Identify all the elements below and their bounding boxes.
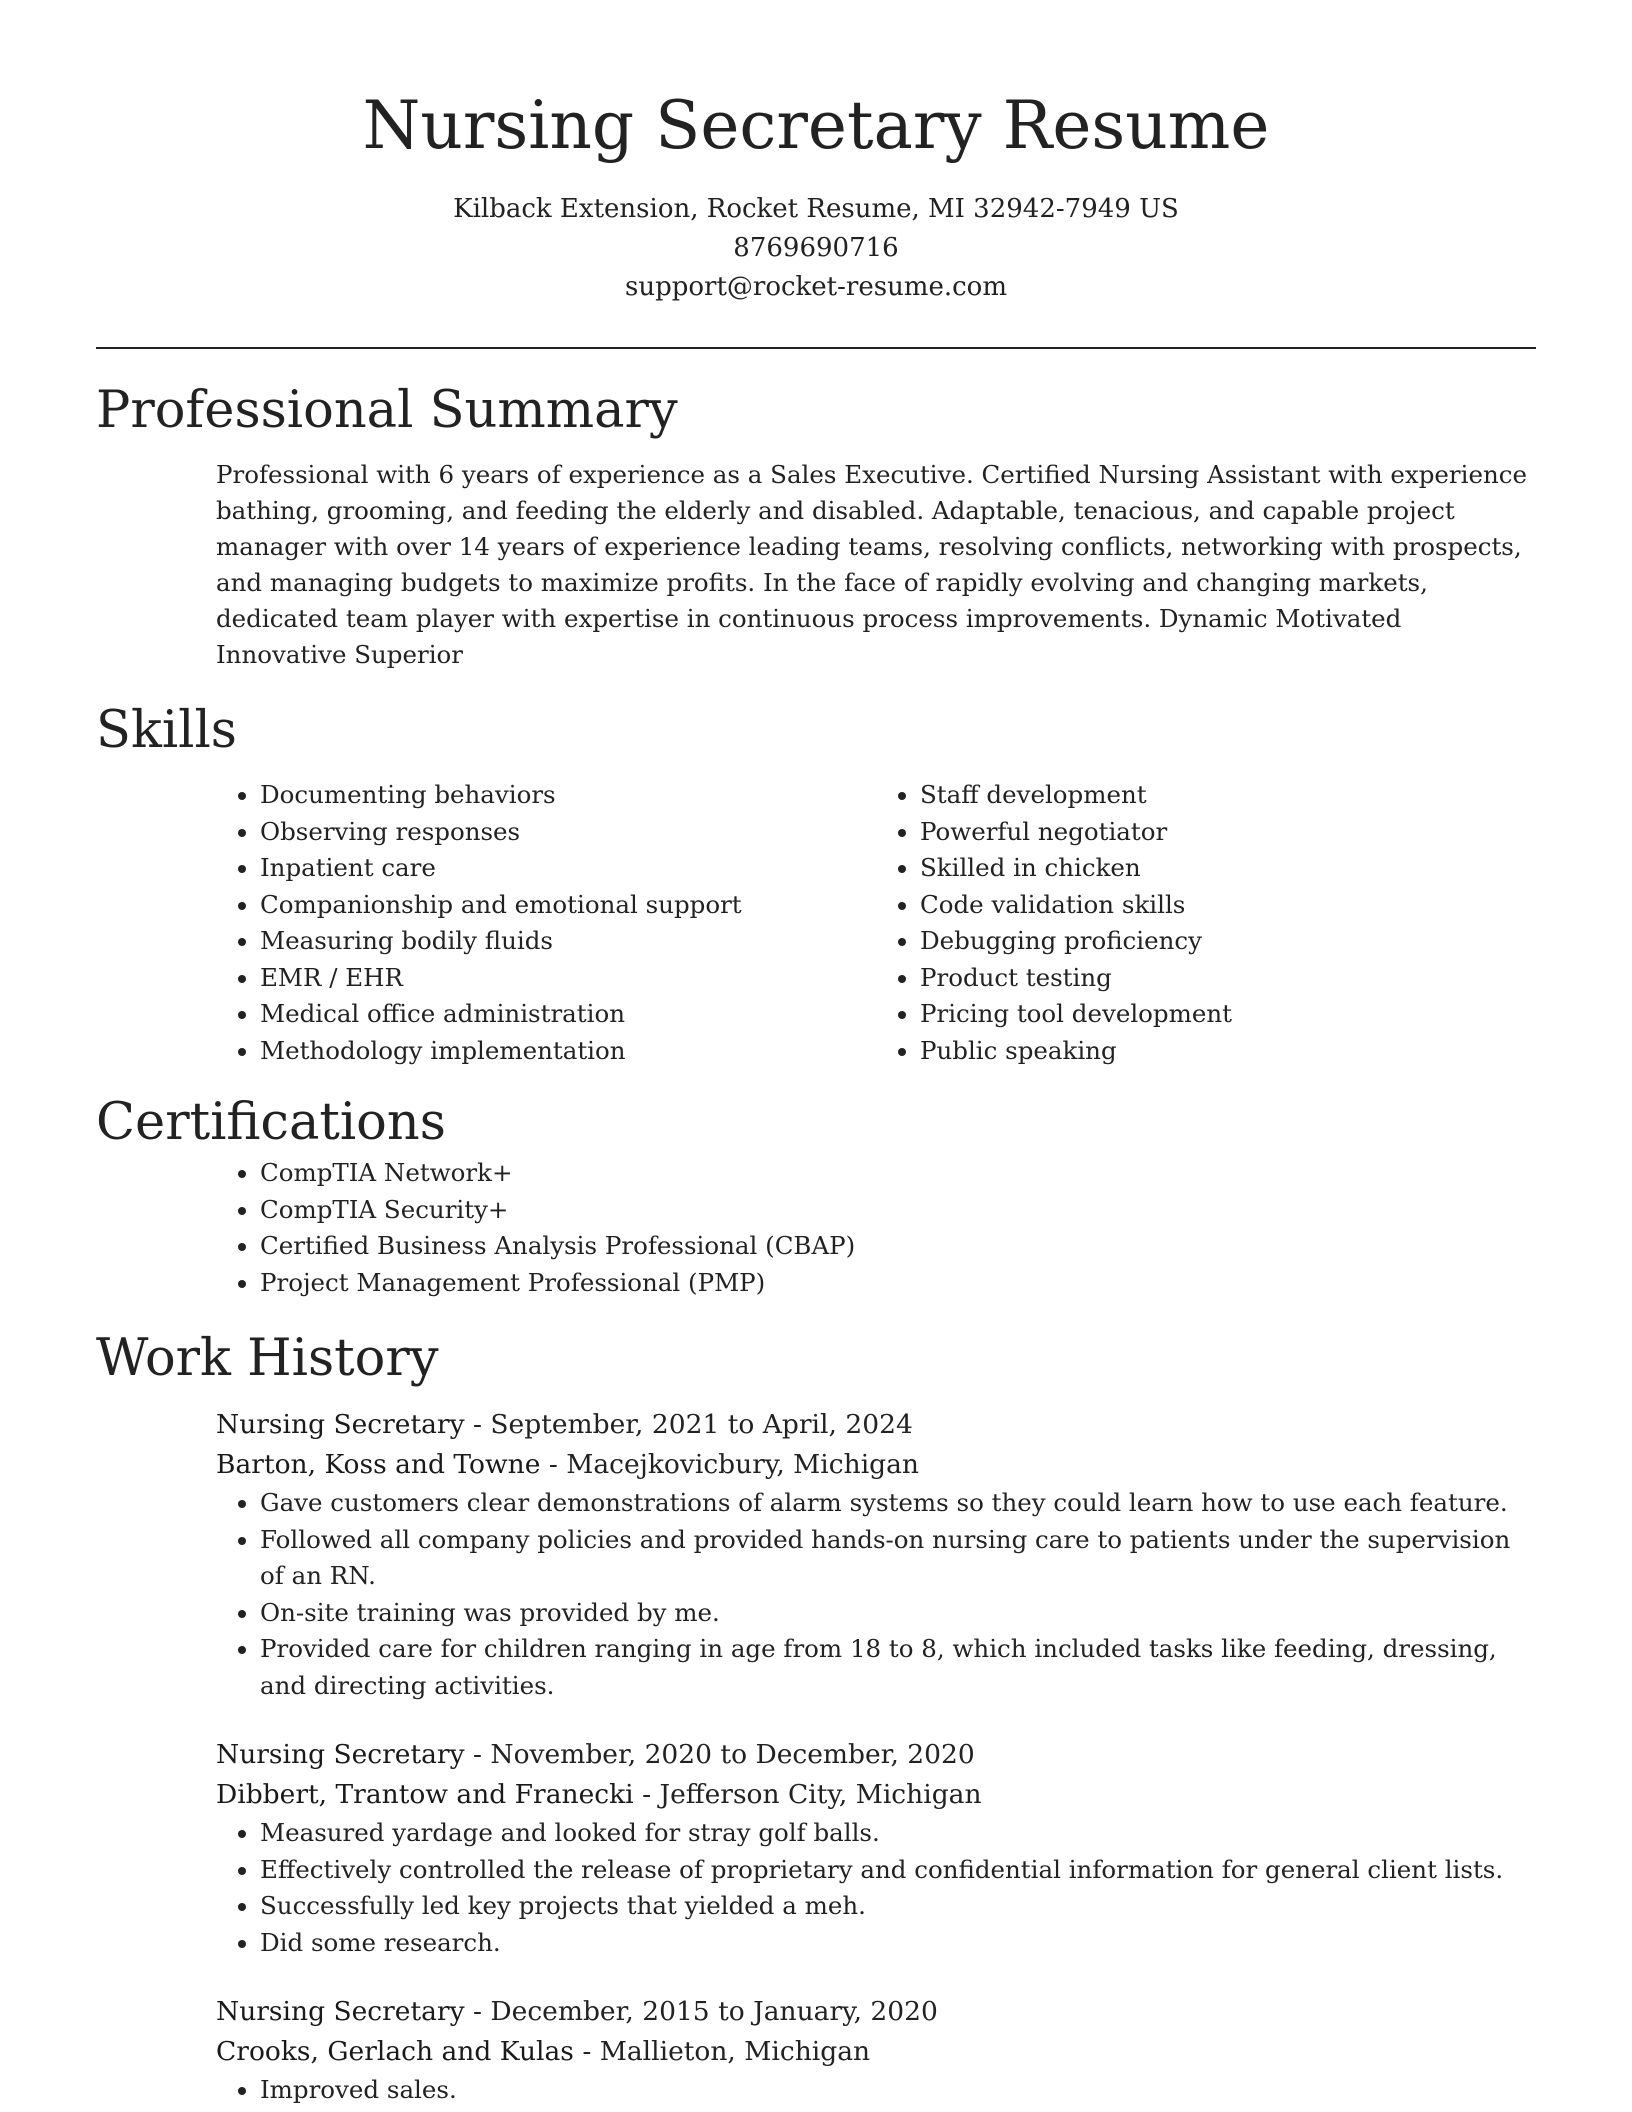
- job-duties-list: [216, 1815, 1536, 1961]
- job-duties-list: [216, 2072, 1536, 2109]
- certifications-heading: Certifications: [96, 1093, 446, 1152]
- job-location: Mallieton, Michigan: [599, 2036, 871, 2067]
- job-company-line: [216, 1775, 1536, 1815]
- separator: -: [464, 1996, 491, 2027]
- job-duty-item: • Provided care for children ranging in age from 18 to 8, which included tasks like feeding, dressing, and directing activities.: [260, 1631, 1536, 1704]
- skill-item: • Medical office administration: [260, 996, 876, 1033]
- job-title-line: [216, 1992, 1536, 2032]
- separator: -: [464, 1739, 491, 1770]
- work-history-heading: Work History: [96, 1329, 439, 1388]
- job-dates: December, 2015 to January, 2020: [490, 1996, 938, 2027]
- skills-section: [96, 699, 1536, 1069]
- certifications-list: [216, 1155, 1536, 1301]
- job-duty-item: • Followed all company policies and provided hands-on nursing care to patients under the supervision of an RN.: [260, 1522, 1536, 1595]
- phone: 8769690716: [733, 233, 899, 263]
- job-dates: September, 2021 to April, 2024: [490, 1409, 913, 1440]
- skill-item: • Code validation skills: [920, 887, 1536, 924]
- jobs-container: [216, 1405, 1536, 2109]
- job-title: Nursing Secretary: [216, 1996, 465, 2027]
- skill-item: • Documenting behaviors: [260, 777, 876, 814]
- job-title-line: [216, 1405, 1536, 1445]
- separator: -: [540, 1449, 567, 1480]
- job-entry: [216, 1735, 1536, 1961]
- job-location: Jefferson City, Michigan: [659, 1779, 982, 1810]
- skill-item: • Companionship and emotional support: [260, 887, 876, 924]
- skill-item: • Skilled in chicken: [920, 850, 1536, 887]
- job-company: Dibbert, Trantow and Franecki: [216, 1779, 634, 1810]
- job-company: Barton, Koss and Towne: [216, 1449, 541, 1480]
- skills-list-right: [876, 777, 1536, 1069]
- skill-item: • Measuring bodily fluids: [260, 923, 876, 960]
- work-history-section: [96, 1327, 1536, 2109]
- certifications-section: [96, 1091, 1536, 1301]
- job-duty-item: • Successfully led key projects that yielded a meh.: [260, 1888, 1536, 1925]
- skill-item: • Inpatient care: [260, 850, 876, 887]
- certification-item: • CompTIA Network+: [260, 1155, 1536, 1192]
- certification-item: • Project Management Professional (PMP): [260, 1265, 1536, 1302]
- job-entry: [216, 1405, 1536, 1704]
- job-location: Macejkovicbury, Michigan: [566, 1449, 919, 1480]
- skills-list-left: [216, 777, 876, 1069]
- summary-section: [96, 379, 1536, 673]
- job-duty-item: • On-site training was provided by me.: [260, 1595, 1536, 1632]
- job-duty-item: • Gave customers clear demonstrations of alarm systems so they could learn how to use each feature.: [260, 1485, 1536, 1522]
- job-duty-item: • Measured yardage and looked for stray golf balls.: [260, 1815, 1536, 1852]
- summary-text: Professional with 6 years of experience as a Sales Executive. Certified Nursing Assistant with experience bathing, grooming, and feeding the elderly and disabled. Adaptable, tenacious, and capable project manager with over 14 years of experience leading teams, resolving conflicts, networking with prospects, and managing budgets to maximize profits. In the face of rapidly evolving and changing markets, dedicated team player with expertise in continuous process improvements. Dynamic Motivated Innovative Superior: [216, 460, 1527, 669]
- skill-item: • EMR / EHR: [260, 960, 876, 997]
- skills-heading: Skills: [96, 701, 237, 760]
- skill-item: • Staff development: [920, 777, 1536, 814]
- separator: -: [464, 1409, 491, 1440]
- job-company-line: [216, 2032, 1536, 2072]
- job-title-line: [216, 1735, 1536, 1775]
- job-company: Crooks, Gerlach and Kulas: [216, 2036, 574, 2067]
- skill-item: • Pricing tool development: [920, 996, 1536, 1033]
- certification-item: • CompTIA Security+: [260, 1192, 1536, 1229]
- job-title: Nursing Secretary: [216, 1409, 465, 1440]
- separator: -: [573, 2036, 600, 2067]
- contact-block: [0, 190, 1632, 307]
- job-entry: [216, 1992, 1536, 2109]
- skill-item: • Product testing: [920, 960, 1536, 997]
- skills-columns: [216, 777, 1536, 1069]
- email: support@rocket-resume.com: [624, 272, 1007, 302]
- certification-item: • Certified Business Analysis Professional (CBAP): [260, 1228, 1536, 1265]
- skill-item: • Observing responses: [260, 814, 876, 851]
- header-divider: [96, 347, 1536, 349]
- job-duty-item: • Improved sales.: [260, 2072, 1536, 2109]
- skill-item: • Powerful negotiator: [920, 814, 1536, 851]
- separator: -: [633, 1779, 660, 1810]
- job-duty-item: • Did some research.: [260, 1925, 1536, 1962]
- job-title: Nursing Secretary: [216, 1739, 465, 1770]
- job-duty-item: • Effectively controlled the release of proprietary and confidential information for general client lists.: [260, 1852, 1536, 1889]
- skill-item: • Debugging proficiency: [920, 923, 1536, 960]
- summary-heading: Professional Summary: [96, 381, 678, 440]
- resume-header: [0, 0, 1632, 307]
- job-duties-list: [216, 1485, 1536, 1704]
- skill-item: • Methodology implementation: [260, 1033, 876, 1070]
- job-dates: November, 2020 to December, 2020: [490, 1739, 975, 1770]
- job-company-line: [216, 1445, 1536, 1485]
- address: Kilback Extension, Rocket Resume, MI 32942-7949 US: [453, 194, 1179, 224]
- resume-title: Nursing Secretary Resume: [362, 87, 1270, 164]
- skill-item: • Public speaking: [920, 1033, 1536, 1070]
